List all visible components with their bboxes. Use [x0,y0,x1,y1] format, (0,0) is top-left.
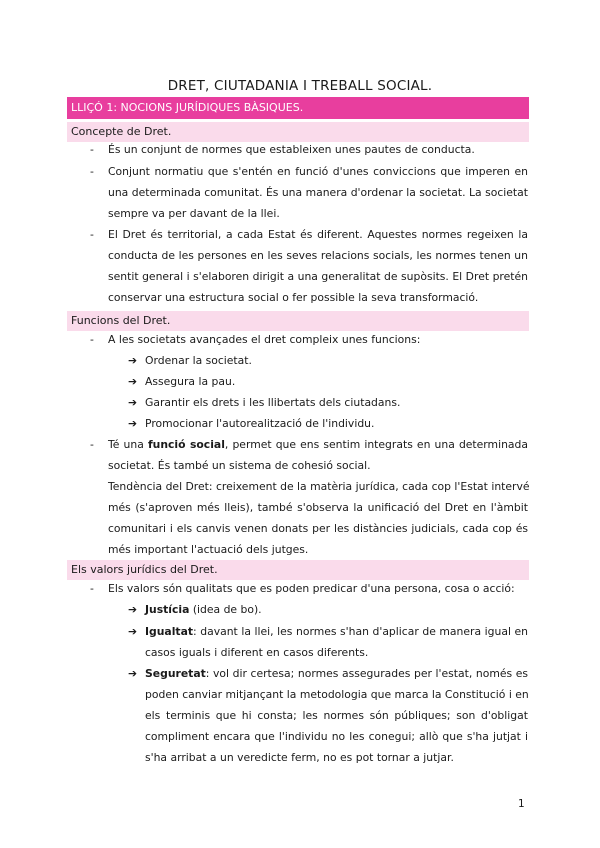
arrow-icon: ➔ [128,667,138,680]
bullet-dash: - [90,228,94,241]
paragraph-line: Tendència del Dret: creixement de la matèria jurídica, cada cop l'Estat intervé [108,480,530,493]
paragraph-line: conducta de les persones en les seves relacions socials, les normes tenen un [108,249,528,262]
inline-text: (idea de bo). [189,603,262,616]
sub-item-text: Garantir els drets i les llibertats dels ciutadans. [145,396,401,409]
sub-item-text [145,603,528,616]
bullet-dash: - [90,143,94,156]
arrow-icon: ➔ [128,354,138,367]
sub-item-text: compliment encara que l'individu no les conegui; allò que s'ha jutjat i [145,730,528,743]
bullet-dash: - [90,165,94,178]
paragraph-line: comunitari i els canvis venen donats per les distàncies judicials, cada cop és [108,522,528,535]
sub-item-text [145,625,528,638]
inline-text: : davant la llei, les normes s'han d'aplicar de manera igual en [193,625,528,638]
arrow-icon: ➔ [128,603,138,616]
paragraph-line: Els valors són qualitats que es poden predicar d'una persona, cosa o acció: [108,582,515,595]
section-heading-valors: Els valors jurídics del Dret. [67,560,529,580]
inline-text: Té una [108,438,148,451]
section-heading-concepte: Concepte de Dret. [67,122,529,142]
paragraph-line: El Dret és territorial, a cada Estat és diferent. Aquestes normes regeixen la [108,228,528,241]
sub-item-text: els terminis que hi consta; les normes són públiques; son d'obligat [145,709,528,722]
sub-item-text: casos iguals i diferent en casos diferents. [145,646,369,659]
bold-term: Seguretat [145,667,206,680]
paragraph-line: una determinada comunitat. És una manera d'ordenar la societat. La societat [108,186,528,199]
paragraph-line: És un conjunt de normes que estableixen unes pautes de conducta. [108,143,475,156]
bold-term: funció social [147,438,225,451]
paragraph-line: més important l'actuació dels jutges. [108,543,309,556]
paragraph-line: sempre va per davant de la llei. [108,207,280,220]
sub-item-text: Ordenar la societat. [145,354,252,367]
document-title: DRET, CIUTADANIA I TREBALL SOCIAL. [167,78,433,94]
inline-text: : vol dir certesa; normes assegurades per l'estat, només es [205,667,528,680]
section-heading-funcions: Funcions del Dret. [67,311,529,331]
bold-term: Igualtat [145,625,194,638]
bullet-dash: - [90,333,94,346]
bullet-dash: - [90,582,94,595]
bold-term: Justícia [145,603,190,616]
paragraph-line [108,438,528,451]
paragraph-line: A les societats avançades el dret compleix unes funcions: [108,333,421,346]
sub-item-text: s'ha arribat a un veredicte ferm, no es pot tornar a jutjar. [145,751,454,764]
paragraph-line: conservar una estructura social o fer possible la seva transformació. [108,291,479,304]
sub-item-text [145,667,528,680]
arrow-icon: ➔ [128,396,138,409]
paragraph-line: sentit general i s'elaboren dirigit a una generalitat de supòsits. El Dret pretén [108,270,528,283]
paragraph-line: Conjunt normatiu que s'entén en funció d'unes conviccions que imperen en [108,165,528,178]
sub-item-text: Assegura la pau. [145,375,236,388]
paragraph-line: més (s'aproven més lleis), també s'observa la unificació del Dret en l'àmbit [108,501,528,514]
arrow-icon: ➔ [128,375,138,388]
sub-item-text: Promocionar l'autorealització de l'individu. [145,417,375,430]
lesson-heading: LLIÇÓ 1: NOCIONS JURÍDIQUES BÀSIQUES. [67,97,529,119]
arrow-icon: ➔ [128,417,138,430]
page-number: 1 [518,798,525,810]
paragraph-line: societat. És també un sistema de cohesió social. [108,459,371,472]
bullet-dash: - [90,438,94,451]
arrow-icon: ➔ [128,625,138,638]
inline-text: , permet que ens sentim integrats en una determinada [224,438,529,451]
sub-item-text: poden canviar mitjançant la metodologia que marca la Constitució i en [145,688,529,701]
